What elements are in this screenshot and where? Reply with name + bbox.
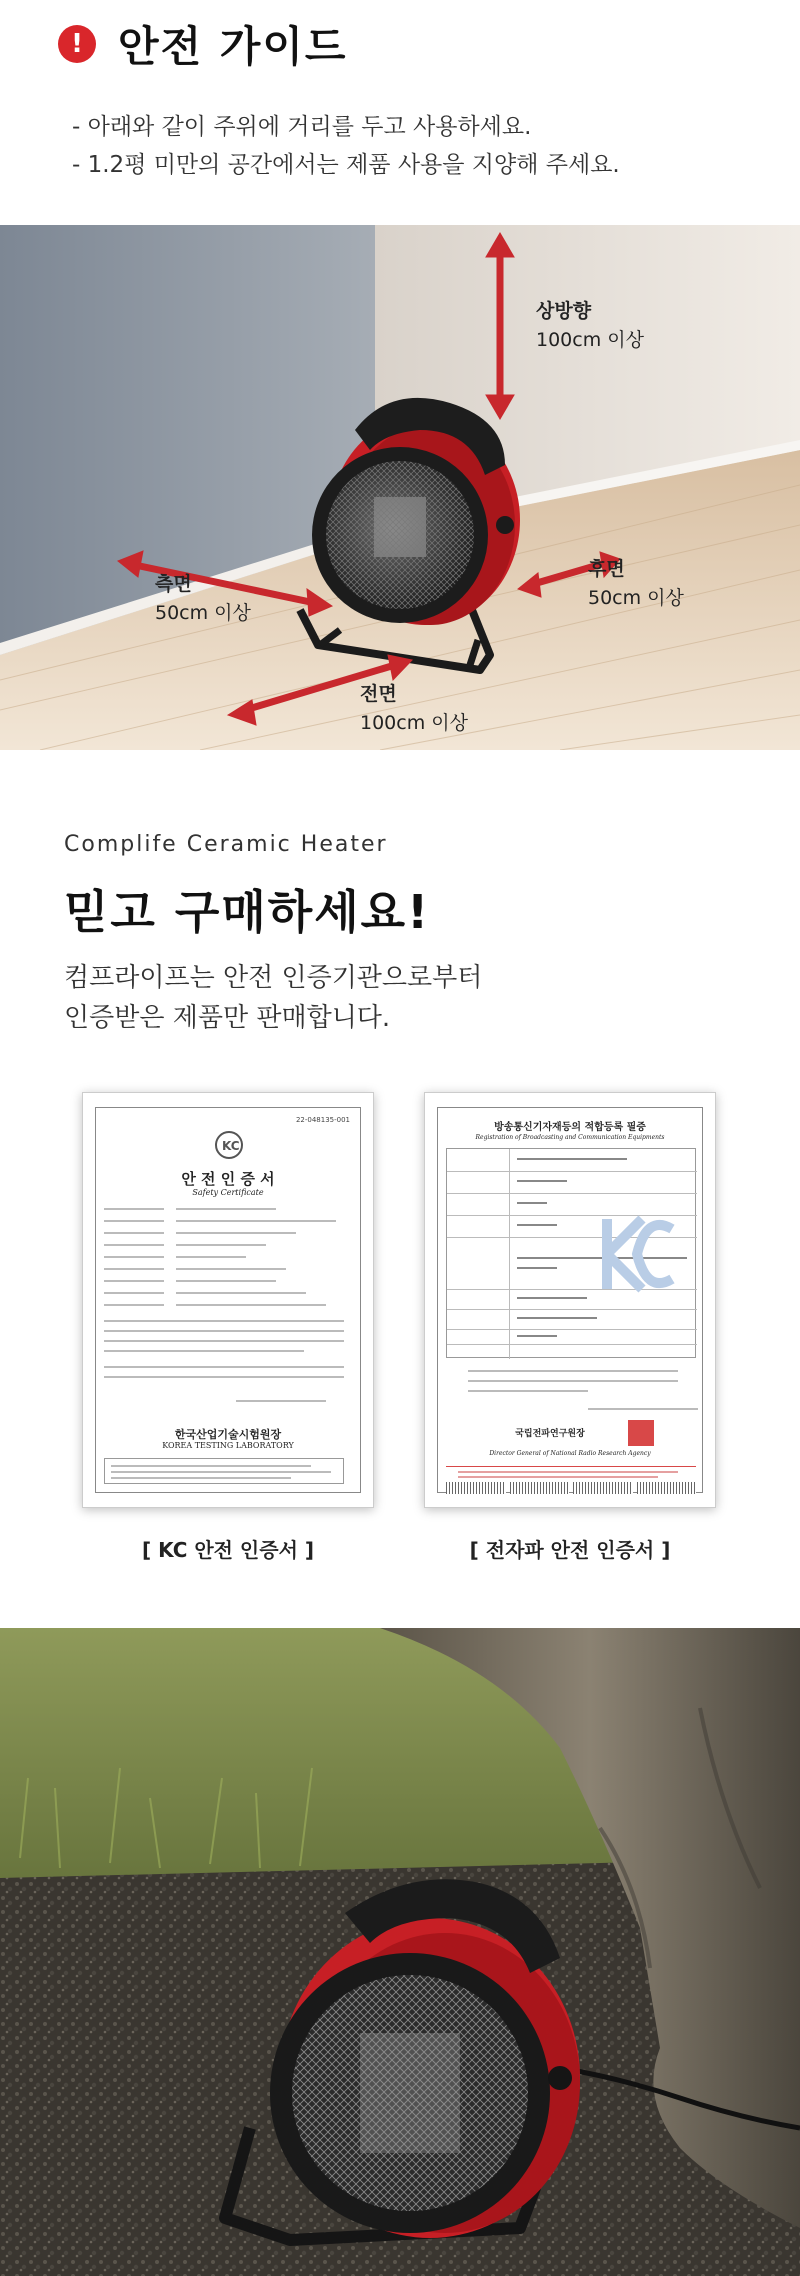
clearance-back-title: 후면 <box>588 558 625 580</box>
kc-certificate-caption: [ KC 안전 인증서 ] <box>141 1538 314 1562</box>
clearance-back-label <box>588 555 684 613</box>
svg-text:KC: KC <box>222 1139 240 1153</box>
emc-cert-subtitle: Registration of Broadcasting and Communication Equipments <box>475 1134 665 1141</box>
clearance-back-value: 50cm 이상 <box>588 587 684 609</box>
clearance-front-label <box>360 680 468 738</box>
guide-note: - 1.2평 미만의 공간에서는 제품 사용을 지양해 주세요. <box>72 152 620 178</box>
emc-cert-title: 방송통신기자재등의 적합등록 필증 <box>494 1122 646 1133</box>
kc-cert-issuer: 한국산업기술시험원장 <box>174 1428 282 1441</box>
emc-certificate-image <box>424 1092 716 1508</box>
clearance-top-label <box>536 297 644 355</box>
emc-cert-issuer-en: Director General of National Radio Research Agency <box>489 1450 651 1457</box>
certification-headline: 믿고 구매하세요! <box>64 885 431 939</box>
guide-note: - 아래와 같이 주위에 거리를 두고 사용하세요. <box>72 114 532 140</box>
brand-name: Complife Ceramic Heater <box>64 832 388 857</box>
emc-certificate-caption: [ 전자파 안전 인증서 ] <box>469 1538 671 1562</box>
clearance-top-value: 100cm 이상 <box>536 329 644 351</box>
outdoor-scene <box>0 1628 800 2276</box>
clearance-front-value: 100cm 이상 <box>360 712 468 734</box>
kc-watermark-icon <box>597 1209 677 1299</box>
certification-description <box>64 958 764 1038</box>
kc-cert-issuer-en: KOREA TESTING LABORATORY <box>162 1441 294 1450</box>
clearance-side-label <box>155 570 251 628</box>
safety-guide-header <box>58 20 348 71</box>
clearance-illustration <box>0 225 800 750</box>
clearance-side-title: 측면 <box>155 573 192 595</box>
description-line: 컴프라이프는 안전 인증기관으로부터 <box>64 963 483 993</box>
kc-cert-title: 안 전 인 증 서 <box>181 1170 275 1188</box>
safety-guide-title: 안전 가이드 <box>118 22 348 71</box>
emc-cert-table <box>446 1148 696 1358</box>
clearance-side-value: 50cm 이상 <box>155 602 251 624</box>
kc-cert-subtitle: Safety Certificate <box>192 1188 264 1197</box>
kc-certificate-image <box>82 1092 374 1508</box>
emc-cert-issuer: 국립전파연구원장 <box>515 1429 585 1439</box>
description-line: 인증받은 제품만 판매합니다. <box>64 1003 391 1033</box>
clearance-top-title: 상방향 <box>536 300 592 322</box>
room-scene <box>0 225 800 750</box>
clearance-front-title: 전면 <box>360 683 397 705</box>
outdoor-product-photo <box>0 1628 800 2276</box>
kc-mark-icon <box>214 1130 244 1160</box>
safety-guide-notes <box>72 108 620 184</box>
kc-cert-number: 22-048135-001 <box>295 1116 350 1124</box>
barcode-strip <box>446 1482 696 1494</box>
alert-icon: ! <box>58 25 96 63</box>
kc-cert-notes-box <box>104 1458 344 1484</box>
